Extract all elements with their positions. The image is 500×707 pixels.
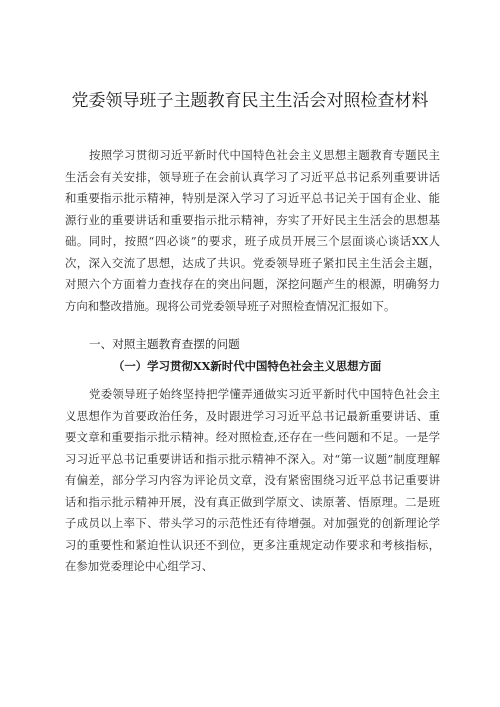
body-paragraph: 党委领导班子始终坚持把学懂弄通做实习近平新时代中国特色社会主义思想作为首要政治任务，及时跟进学习习近平总书记最新重要讲话、重要文章和重要指示批示精神。经对照检查,还存在一些问题和不足。一是学习习近平总书记重要讲话和指示批示精神不深入。对“第一议题”制度理解有偏差，部分学习内容为评论员文章，没有紧密围绕习近平总书记重要讲话和指示批示精神开展，没有真正做到学原文、读原著、悟原理。二是班子成员以上率下、带头学习的示范性还有待增强。对加强党的创新理论学习的重要性和紧迫性认识还不到位，更多注重规定动作要求和考核指标，在参加党委理论中心组学习、 [65, 387, 440, 573]
subsection-heading: （一）学习贯彻XX新时代中国特色社会主义思想方面 [113, 359, 382, 373]
intro-paragraph: 按照学习贯彻习近平新时代中国特色社会主义思想主题教育专题民主生活会有关安排，领导班子在会前认真学习了习近平总书记系列重要讲话和重要指示批示精神，特别是深入学习了习近平总书记关于国有企业、能源行业的重要讲话和重要指示批示精神，夯实了开好民主生活会的思想基础。同时，按照“四必谈”的要求，班子成员开展三个层面谈心谈话XX人次，深入交流了思想，达成了共识。党委领导班子紧扣民主生活会主题，对照六个方面着力查找存在的突出问题，深挖问题产生的根源，明确努力方向和整改措施。现将公司党委领导班子对照检查情况汇报如下。 [65, 148, 440, 313]
section-heading: 一、对照主题教育查摆的问题 [89, 337, 240, 351]
document-title: 党委领导班子主题教育民主生活会对照检查材料 [71, 91, 429, 111]
